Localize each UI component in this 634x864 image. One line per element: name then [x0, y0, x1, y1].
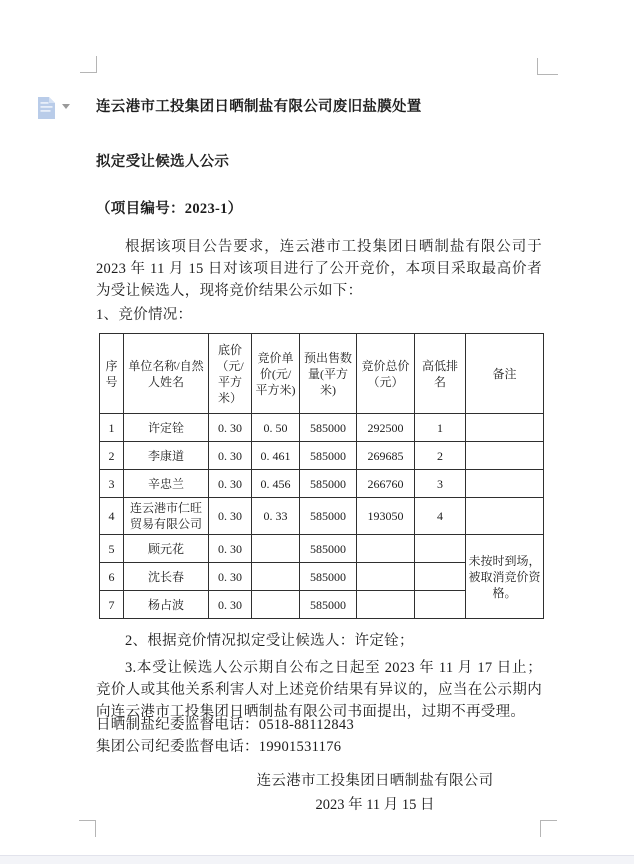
cell-total-price — [357, 563, 415, 591]
cell-base-price: 0. 30 — [209, 498, 252, 535]
cell-remark — [466, 442, 544, 470]
table-row — [100, 470, 544, 498]
header-remark: 备注 — [466, 334, 544, 414]
cell-base-price: 0. 30 — [209, 535, 252, 563]
margin-crop-mark-top-right — [537, 58, 558, 75]
cell-rank: 2 — [415, 442, 466, 470]
cell-rank: 4 — [415, 498, 466, 535]
header-total-price: 竞价总价（元） — [357, 334, 415, 414]
cell-quantity: 585000 — [300, 498, 357, 535]
header-rank: 高低排名 — [415, 334, 466, 414]
header-bid-unit-price: 竞价单价(元/平方米) — [252, 334, 300, 414]
table-row — [100, 442, 544, 470]
cell-bid-unit-price — [252, 535, 300, 563]
cell-bid-unit-price — [252, 591, 300, 619]
cell-base-price: 0. 30 — [209, 470, 252, 498]
signature-company: 连云港市工投集团日晒制盐有限公司 — [256, 773, 494, 789]
cell-rank — [415, 535, 466, 563]
cell-remark — [466, 414, 544, 442]
cell-base-price: 0. 30 — [209, 563, 252, 591]
cell-total-price: 193050 — [357, 498, 415, 535]
margin-crop-mark-bottom-right — [540, 820, 557, 837]
cell-quantity: 585000 — [300, 414, 357, 442]
cell-total-price — [357, 535, 415, 563]
cell-remark — [466, 470, 544, 498]
cell-serial: 7 — [100, 591, 124, 619]
cell-quantity: 585000 — [300, 470, 357, 498]
table-row — [100, 535, 544, 563]
cell-serial: 1 — [100, 414, 124, 442]
cell-remark — [466, 498, 544, 535]
cell-name: 顾元花 — [124, 535, 209, 563]
cell-total-price — [357, 591, 415, 619]
project-number: （项目编号：2023-1） — [96, 201, 243, 217]
section2-paragraph: 2、根据竞价情况拟定受让候选人：许定铨； — [125, 633, 414, 649]
supervision-phone-line1: 日晒制盐纪委监督电话：0518-88112843 — [96, 717, 354, 733]
header-name: 单位名称/自然人姓名 — [124, 334, 209, 414]
cell-name: 许定铨 — [124, 414, 209, 442]
cell-bid-unit-price — [252, 563, 300, 591]
cell-bid-unit-price: 0. 456 — [252, 470, 300, 498]
cell-remark-merged: 未按时到场，被取消竞价资格。 — [466, 535, 544, 619]
cell-base-price: 0. 30 — [209, 414, 252, 442]
cell-bid-unit-price: 0. 50 — [252, 414, 300, 442]
cell-quantity: 585000 — [300, 563, 357, 591]
cell-serial: 4 — [100, 498, 124, 535]
cell-quantity: 585000 — [300, 535, 357, 563]
cell-total-price: 292500 — [357, 414, 415, 442]
table-row — [100, 498, 544, 535]
table-row — [100, 414, 544, 442]
header-base-price: 底价（元/平方米） — [209, 334, 252, 414]
cell-bid-unit-price: 0. 33 — [252, 498, 300, 535]
section1-heading: 1、竞价情况： — [96, 307, 193, 323]
document-icon[interactable] — [36, 96, 76, 120]
cell-serial: 3 — [100, 470, 124, 498]
cell-total-price: 269685 — [357, 442, 415, 470]
cell-bid-unit-price: 0. 461 — [252, 442, 300, 470]
margin-crop-mark-top-left — [80, 56, 97, 73]
header-serial: 序号 — [100, 334, 124, 414]
cell-rank — [415, 563, 466, 591]
section3-paragraph: 3.本受让候选人公示期自公布之日起至 2023 年 11 月 17 日止；竞价人或其他关系利害人对上述竞价结果有异议的，应当在公示期内向连云港市工投集团日晒制盐有限公司书面提出，过期不再受理。 — [96, 660, 542, 720]
cell-rank: 1 — [415, 414, 466, 442]
document-title: 连云港市工投集团日晒制盐有限公司废旧盐膜处置 — [96, 99, 422, 115]
bid-results-table — [99, 333, 544, 619]
chevron-down-icon[interactable] — [62, 104, 70, 109]
header-quantity: 预出售数量(平方米) — [300, 334, 357, 414]
table-header-row — [100, 334, 544, 414]
paste-options-widget[interactable] — [36, 96, 76, 122]
cell-serial: 5 — [100, 535, 124, 563]
cell-base-price: 0. 30 — [209, 591, 252, 619]
signature-date: 2023 年 11 月 15 日 — [315, 797, 435, 813]
viewport-bottom-divider — [0, 855, 634, 864]
supervision-phone-line2: 集团公司纪委监督电话：19901531176 — [96, 739, 342, 755]
intro-paragraph: 根据该项目公告要求，连云港市工投集团日晒制盐有限公司于 2023 年 11 月 15 日对该项目进行了公开竞价，本项目采取最高价者为受让候选人，现将竞价结果公示如下： — [96, 239, 542, 299]
document-subtitle: 拟定受让候选人公示 — [96, 154, 230, 170]
cell-base-price: 0. 30 — [209, 442, 252, 470]
cell-name: 沈长春 — [124, 563, 209, 591]
cell-name: 连云港市仁旺贸易有限公司 — [124, 498, 209, 535]
cell-quantity: 585000 — [300, 591, 357, 619]
margin-crop-mark-bottom-left — [79, 820, 96, 837]
cell-total-price: 266760 — [357, 470, 415, 498]
cell-name: 李康道 — [124, 442, 209, 470]
cell-quantity: 585000 — [300, 442, 357, 470]
cell-serial: 6 — [100, 563, 124, 591]
cell-rank — [415, 591, 466, 619]
cell-rank: 3 — [415, 470, 466, 498]
cell-name: 辛忠兰 — [124, 470, 209, 498]
cell-name: 杨占波 — [124, 591, 209, 619]
cell-serial: 2 — [100, 442, 124, 470]
